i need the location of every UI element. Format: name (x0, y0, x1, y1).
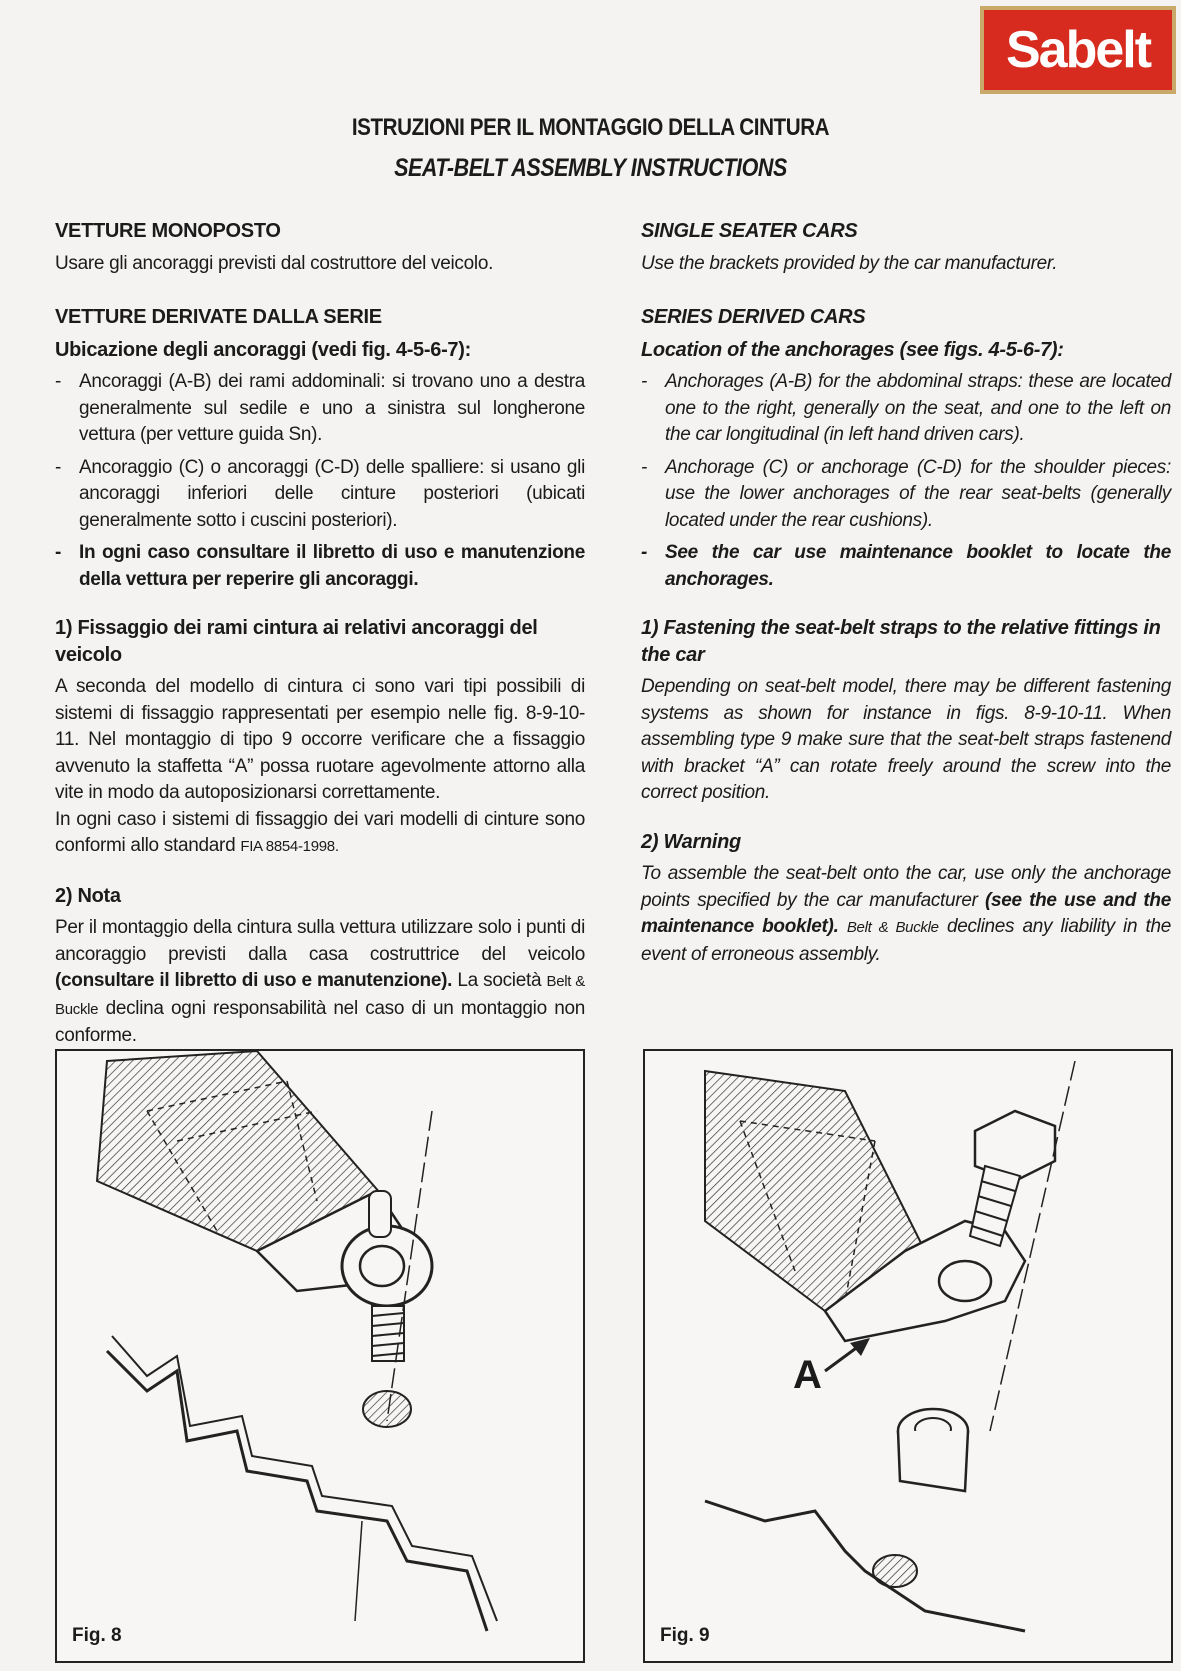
fig8-illustration (57, 1051, 583, 1661)
right-single-seater-text: Use the brackets provided by the car manufacturer. (641, 252, 1058, 274)
left-note-text (55, 915, 585, 1050)
right-fastening-heading: 1) Fastening the seat-belt straps to the relative fittings in the car (641, 617, 1161, 666)
figure-8 (55, 1049, 585, 1663)
right-series-heading: SERIES DERIVED CARS (641, 306, 866, 328)
nut-hole (363, 1391, 411, 1427)
left-standard-text-a: In ogni caso i sistemi di fissaggio dei vari modelli di cinture sono conformi allo standard (55, 808, 585, 856)
floor-panel (107, 1351, 487, 1631)
left-location-subheading: Ubicazione degli ancoraggi (vedi fig. 4-5-6-7): (55, 338, 471, 361)
figure-9 (643, 1049, 1173, 1663)
dash: - (641, 371, 648, 392)
note-text-a: Per il montaggio della cintura sulla vettura utilizzare solo i punti di ancoraggio previsti dalla casa costruttrice del veicolo (55, 917, 585, 965)
dash: - (55, 371, 62, 392)
note-text-c: La società (457, 970, 542, 991)
fia-standard: FIA 8854-1998. (240, 838, 339, 855)
right-location-subheading: Location of the anchorages (see figs. 4-5-6-7): (641, 338, 1064, 361)
left-note-heading: 2) Nota (55, 884, 121, 907)
left-fastening-text: A seconda del modello di cintura ci sono vari tipi possibili di sistemi di fissaggio rappresentati per esempio nelle fig. 8-9-10-11. Nel montaggio di tipo 9 occorre verificare che a fissaggio avvenuto la staffetta “A” possa ruotare agevolmente attorno alla vite in modo da autoposizionarsi correttamente. (55, 676, 585, 803)
fig9-illustration (645, 1051, 1171, 1661)
fig9-label: Fig. 9 (660, 1625, 710, 1646)
left-fastening-heading: 1) Fissaggio dei rami cintura ai relativi ancoraggi del veicolo (55, 617, 538, 666)
right-item-text: Anchorages (A-B) for the abdominal straps: these are located one to the right, generally on the seat, and one to the left on the car longitudinal (in left hand driven cars). (665, 371, 1171, 445)
note-text-e: declina ogni responsabilità nel caso di un montaggio non conforme. (55, 997, 585, 1046)
right-item-text: Anchorage (C) or anchorage (C-D) for the shoulder pieces: use the lower anchorages of the rear seat-belts (generally located under the rear cushions). (665, 456, 1171, 531)
fig8-label: Fig. 8 (72, 1625, 122, 1646)
dash: - (641, 456, 648, 478)
right-fastening-text: Depending on seat-belt model, there may be different fastening systems as shown for instance in figs. 8-9-10-11. When assembling type 9 make sure that the seat-belt straps fastenend with bracket “A” can rotate freely around the screw into the correct position. (641, 676, 1171, 803)
dash: - (55, 456, 62, 478)
left-list-item (55, 455, 585, 535)
left-series-heading: VETTURE DERIVATE DALLA SERIE (55, 306, 382, 328)
left-column (55, 218, 585, 1050)
company-name: Belt & Buckle (846, 919, 939, 936)
right-list-item (641, 540, 1171, 593)
right-item-text: See the car use maintenance booklet to locate the anchorages. (665, 542, 1171, 590)
left-item-text: Ancoraggi (A-B) dei rami addominali: si trovano uno a destra generalmente sul sedile e uno a sinistra sul longherone vettura (per vetture guida Sn). (79, 371, 585, 445)
left-standard-text (55, 807, 585, 861)
warning-text-b: (see the use and the maintenance booklet). (641, 889, 1171, 937)
callout-a: A (793, 1353, 822, 1397)
left-list-item (55, 540, 585, 593)
title-italian: ISTRUZIONI PER IL MONTAGGIO DELLA CINTURA (351, 114, 830, 141)
warning-text-a: To assemble the seat-belt onto the car, use only the anchorage points specified by the car manufacturer (641, 863, 1171, 911)
pin (369, 1191, 391, 1237)
right-column (641, 218, 1171, 968)
right-single-seater-heading: SINGLE SEATER CARS (641, 220, 858, 242)
left-item-text: In ogni caso consultare il libretto di uso e manutenzione della vettura per reperire gli ancoraggi. (79, 542, 585, 590)
right-list-item (641, 369, 1171, 449)
left-single-seater-text: Usare gli ancoraggi previsti dal costruttore del veicolo. (55, 252, 494, 274)
right-list-item (641, 455, 1171, 535)
company-name: Belt & Buckle (55, 973, 585, 1018)
left-list-item (55, 369, 585, 449)
right-warning-text (641, 861, 1171, 968)
warning-text-d: declines any liability in the event of erroneous assembly. (641, 916, 1171, 965)
bracket-hole (939, 1261, 991, 1301)
title-english: SEAT-BELT ASSEMBLY INSTRUCTIONS (394, 154, 787, 182)
floor-panel (705, 1501, 1025, 1631)
left-single-seater-heading: VETTURE MONOPOSTO (55, 220, 281, 242)
left-item-text: Ancoraggio (C) o ancoraggi (C-D) delle spalliere: si usano gli ancoraggi inferiori delle cinture posteriori (ubicati generalmente sotto i cuscini posteriori). (79, 456, 585, 531)
note-text-b: (consultare il libretto di uso e manutenzione). (55, 970, 453, 991)
logo-text: Sabelt (984, 10, 1172, 90)
dash: - (55, 542, 62, 563)
dash: - (641, 542, 648, 563)
bolt-thread (970, 1166, 1020, 1246)
sabelt-logo (980, 6, 1176, 94)
right-warning-heading: 2) Warning (641, 830, 741, 853)
